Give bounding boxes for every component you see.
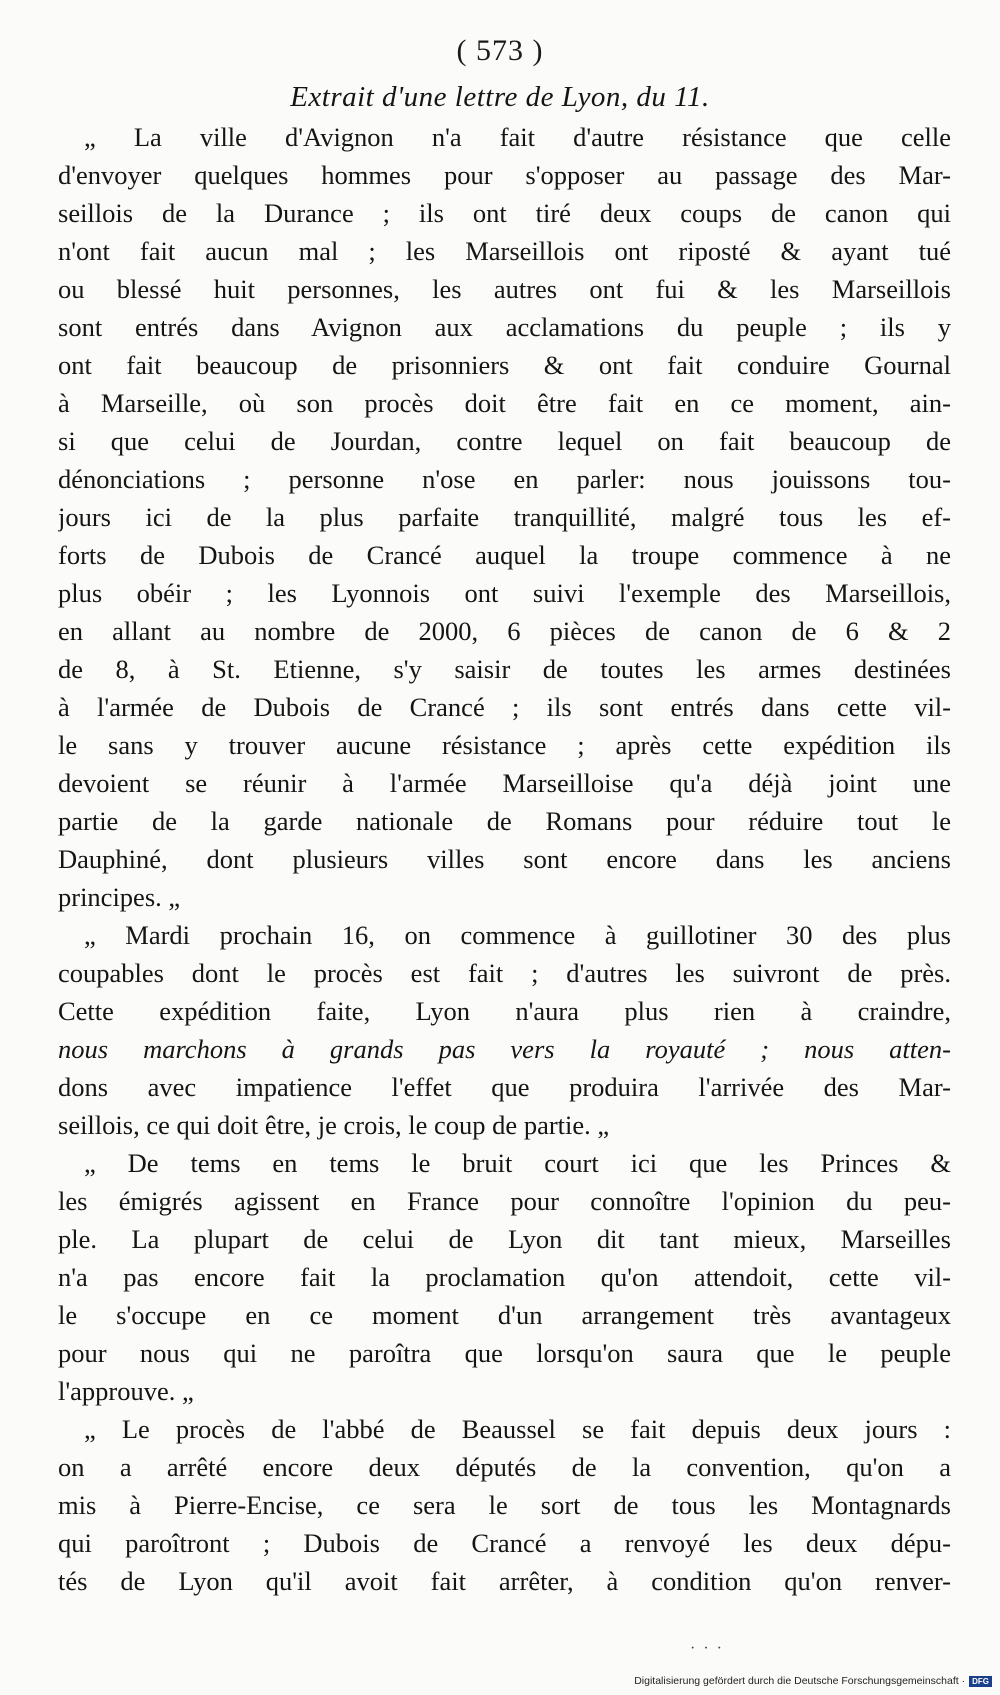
text-line: seillois de la Durance ; ils ont tiré deux coups de canon qui: [58, 198, 951, 228]
text-line: „ De tems en tems le bruit court ici que les Princes &: [84, 1148, 951, 1178]
page-number: ( 573 ): [456, 34, 544, 67]
text-line: jours ici de la plus parfaite tranquillité, malgré tous les ef-: [58, 502, 951, 532]
text-line: dons avec impatience l'effet que produira l'arrivée des Mar-: [58, 1072, 951, 1102]
text-line: on a arrêté encore deux députés de la convention, qu'on a: [58, 1452, 951, 1482]
body-text: [58, 118, 951, 1600]
footer-text: Digitalisierung gefördert durch die Deutsche Forschungsgemeinschaft ·: [634, 1675, 966, 1687]
text-line: principes. „: [58, 882, 181, 912]
text-line: l'approuve. „: [58, 1376, 194, 1406]
text-line: partie de la garde nationale de Romans pour réduire tout le: [58, 806, 951, 836]
text-line: de 8, à St. Etienne, s'y saisir de toutes les armes destinées: [58, 654, 951, 684]
text-line: le sans y trouver aucune résistance ; après cette expédition ils: [58, 730, 951, 760]
text-line: Dauphiné, dont plusieurs villes sont encore dans les anciens: [58, 844, 951, 874]
text-line: en allant au nombre de 2000, 6 pièces de canon de 6 & 2: [58, 616, 951, 646]
text-line: d'envoyer quelques hommes pour s'opposer au passage des Mar-: [58, 160, 951, 190]
letter-heading: Extrait d'une lettre de Lyon, du 11.: [290, 81, 710, 113]
text-line: „ Mardi prochain 16, on commence à guillotiner 30 des plus: [84, 920, 951, 950]
text-line: „ La ville d'Avignon n'a fait d'autre résistance que celle: [84, 122, 951, 152]
text-line: ple. La plupart de celui de Lyon dit tant mieux, Marseilles: [58, 1224, 951, 1254]
text-line: ou blessé huit personnes, les autres ont fui & les Marseillois: [58, 274, 951, 304]
text-line: tés de Lyon qu'il avoit fait arrêter, à condition qu'on renver-: [58, 1566, 951, 1596]
text-line: devoient se réunir à l'armée Marseilloise qu'a déjà joint une: [58, 768, 951, 798]
text-line: si que celui de Jourdan, contre lequel on fait beaucoup de: [58, 426, 951, 456]
paragraph-2: [58, 916, 951, 1144]
paragraph-3: [58, 1144, 951, 1410]
text-line: coupables dont le procès est fait ; d'autres les suivront de près.: [58, 958, 951, 988]
paragraph-1: [58, 118, 951, 916]
text-line: n'ont fait aucun mal ; les Marseillois ont riposté & ayant tué: [58, 236, 951, 266]
paragraph-4: [58, 1410, 951, 1600]
text-line: le s'occupe en ce moment d'un arrangement très avantageux: [58, 1300, 951, 1330]
text-line: nous marchons à grands pas vers la royauté ; nous atten-: [58, 1034, 951, 1064]
text-line: à Marseille, où son procès doit être fait en ce moment, ain-: [58, 388, 951, 418]
text-line: les émigrés agissent en France pour connoître l'opinion du peu-: [58, 1186, 951, 1216]
text-line: mis à Pierre-Encise, ce sera le sort de tous les Montagnards: [58, 1490, 951, 1520]
text-line: qui paroîtront ; Dubois de Crancé a renvoyé les deux dépu-: [58, 1528, 951, 1558]
text-line: forts de Dubois de Crancé auquel la troupe commence à ne: [58, 540, 951, 570]
page-ornament: · · ·: [690, 1640, 724, 1657]
text-line: n'a pas encore fait la proclamation qu'on attendoit, cette vil-: [58, 1262, 951, 1292]
text-line: ont fait beaucoup de prisonniers & ont fait conduire Gournal: [58, 350, 951, 380]
dfg-logo-icon: DFG: [969, 1676, 992, 1687]
text-line: seillois, ce qui doit être, je crois, le coup de partie. „: [58, 1110, 610, 1140]
text-line: plus obéir ; les Lyonnois ont suivi l'exemple des Marseillois,: [58, 578, 951, 608]
text-line: Cette expédition faite, Lyon n'aura plus rien à craindre,: [58, 996, 951, 1026]
footer-credit: [634, 1675, 992, 1687]
text-line: sont entrés dans Avignon aux acclamations du peuple ; ils y: [58, 312, 951, 342]
text-line: pour nous qui ne paroîtra que lorsqu'on saura que le peuple: [58, 1338, 951, 1368]
text-line: à l'armée de Dubois de Crancé ; ils sont entrés dans cette vil-: [58, 692, 951, 722]
text-line: dénonciations ; personne n'ose en parler: nous jouissons tou-: [58, 464, 951, 494]
text-line: „ Le procès de l'abbé de Beaussel se fait depuis deux jours :: [84, 1414, 951, 1444]
